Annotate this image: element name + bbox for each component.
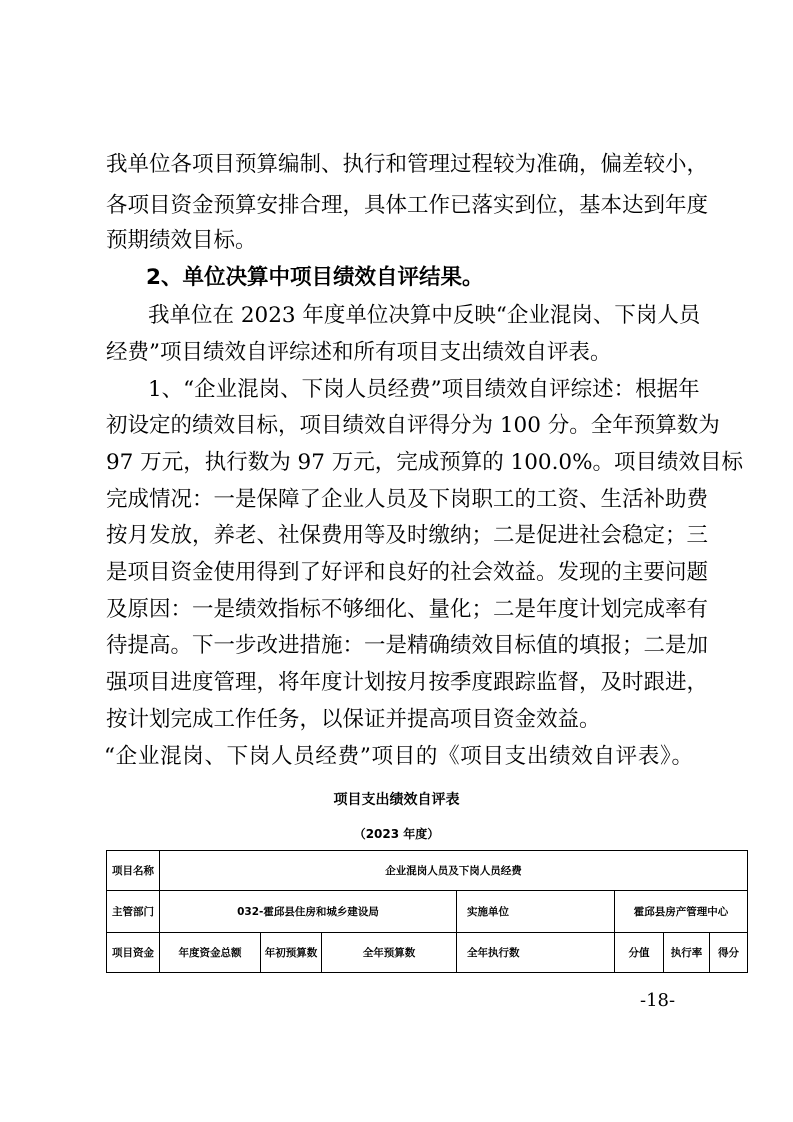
col-score-weight: 分值 [615, 933, 664, 973]
table-row [107, 851, 748, 891]
line-7: 1、“企业混岗、下岗人员经费”项目绩效自评综述：根据年 [148, 377, 700, 402]
line-2: 各项目资金预算安排合理，具体工作已落实到位，基本达到年度 [106, 193, 709, 218]
table-title: 项目支出绩效自评表 [333, 792, 460, 808]
col-execution-rate: 执行率 [664, 933, 710, 973]
line-12: 是项目资金使用得到了好评和良好的社会效益。发现的主要问题 [106, 560, 709, 585]
line-5: 我单位在 2023 年度单位决算中反映“企业混岗、下岗人员 [148, 303, 701, 328]
page-number: -18- [640, 990, 676, 1011]
line-14: 待提高。下一步改进措施：一是精确绩效目标值的填报；二是加 [106, 633, 709, 658]
line-3: 预期绩效目标。 [106, 228, 257, 253]
impl-unit-label: 实施单位 [457, 891, 615, 933]
table-row [107, 891, 748, 933]
funds-label: 项目资金 [107, 933, 160, 973]
line-16: 按计划完成工作任务，以保证并提高项目资金效益。 [106, 707, 601, 732]
col-initial-budget: 年初预算数 [261, 933, 322, 973]
col-annual-total: 年度资金总额 [160, 933, 261, 973]
line-10: 完成情况：一是保障了企业人员及下岗职工的工资、生活补助费 [106, 487, 709, 512]
dept-label: 主管部门 [107, 891, 160, 933]
project-name-label: 项目名称 [107, 851, 160, 891]
line-9: 97 万元，执行数为 97 万元，完成预算的 100.0%。项目绩效目标 [106, 450, 744, 475]
line-1: 我单位各项目预算编制、执行和管理过程较为准确，偏差较小， [106, 152, 709, 177]
line-8: 初设定的绩效目标，项目绩效自评得分为 100 分。全年预算数为 [106, 413, 720, 438]
table-subtitle: （2023 年度） [353, 827, 440, 841]
line-6: 经费”项目绩效自评综述和所有项目支出绩效自评表。 [106, 340, 612, 365]
section-heading: 2、单位决算中项目绩效自评结果。 [146, 265, 484, 290]
dept-value: 032-霍邱县住房和城乡建设局 [160, 891, 457, 933]
col-full-year-budget: 全年预算数 [322, 933, 457, 973]
table-row [107, 933, 748, 973]
project-name-value: 企业混岗人员及下岗人员经费 [160, 851, 748, 891]
line-17: “企业混岗、下岗人员经费”项目的《项目支出绩效自评表》。 [104, 744, 693, 769]
col-score: 得分 [710, 933, 748, 973]
impl-unit-value: 霍邱县房产管理中心 [615, 891, 748, 933]
col-full-year-executed: 全年执行数 [457, 933, 615, 973]
evaluation-table [106, 850, 748, 973]
line-11: 按月发放，养老、社保费用等及时缴纳；二是促进社会稳定；三 [106, 523, 709, 548]
line-13: 及原因：一是绩效指标不够细化、量化；二是年度计划完成率有 [106, 597, 709, 622]
line-15: 强项目进度管理，将年度计划按月按季度跟踪监督，及时跟进， [106, 670, 709, 695]
